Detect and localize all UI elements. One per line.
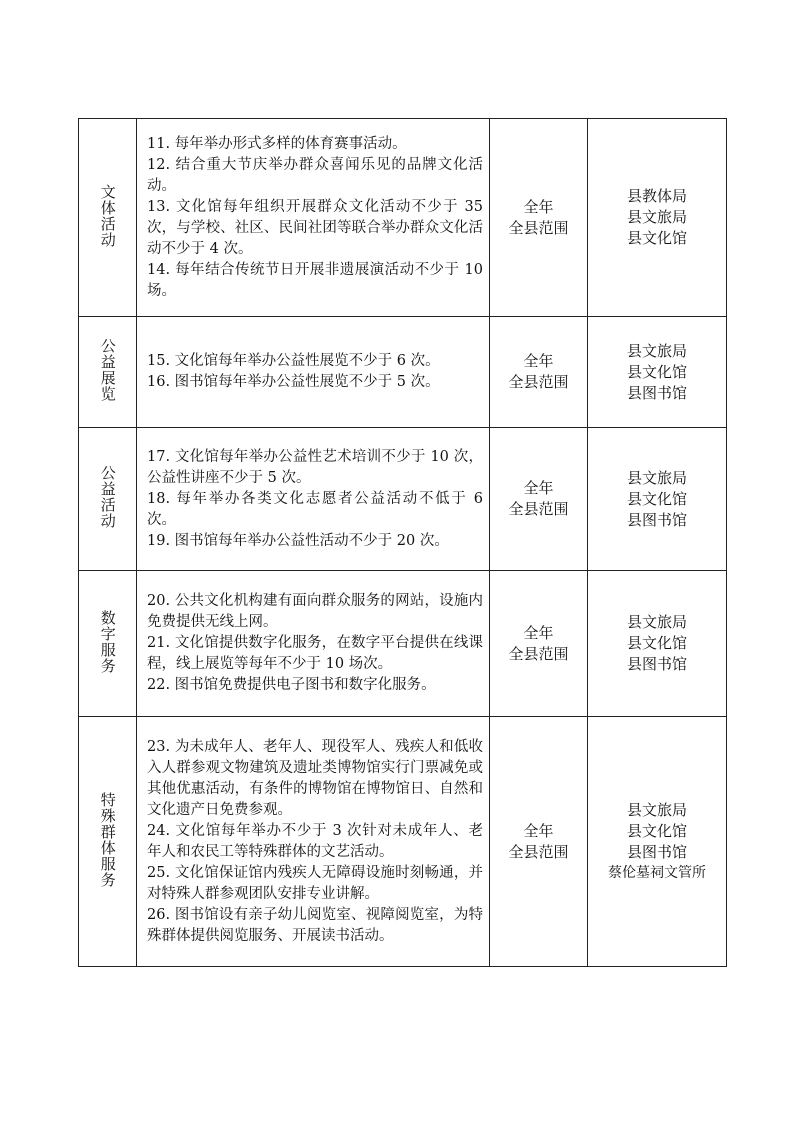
list-item: 20. 公共文化机构建有面向群众服务的网站，设施内免费提供无线上网。 xyxy=(147,593,483,630)
category-label: 特殊群体服务 xyxy=(98,791,117,888)
category-label: 公益展览 xyxy=(98,338,117,402)
table-row-public-exhibitions xyxy=(79,317,727,428)
department-name: 县文旅局 xyxy=(626,468,687,487)
department-name: 县文旅局 xyxy=(626,800,687,819)
list-item: 24. 文化馆每年举办不少于 3 次针对未成年人、老年人和农民工等特殊群体的文艺活动。 xyxy=(147,822,483,860)
list-item: 18. 每年举办各类文化志愿者公益活动不低于 6 次。 xyxy=(147,490,483,528)
scope-time: 全年 xyxy=(523,352,554,370)
list-item: 22. 图书馆免费提供电子图书和数字化服务。 xyxy=(147,677,436,693)
content-cell xyxy=(137,119,490,317)
category-cell xyxy=(79,317,137,428)
list-item: 21. 文化馆提供数字化服务，在数字平台提供在线课程，线上展览等每年不少于 10 场次。 xyxy=(147,635,483,672)
department-name: 县教体局 xyxy=(626,187,687,205)
scope-cell xyxy=(490,119,588,317)
table-row-special-groups xyxy=(79,717,727,967)
list-item: 26. 图书馆设有亲子幼儿阅览室、视障阅览室，为特殊群体提供阅览服务、开展读书活动。 xyxy=(147,906,483,944)
department-name: 县图书馆 xyxy=(626,842,687,861)
category-cell xyxy=(79,717,137,967)
list-item: 23. 为未成年人、老年人、现役军人、残疾人和低收入人群参观文物建筑及遗址类博物馆实行门票减免或其他优惠活动，有条件的博物馆在博物馆日、自然和文化遗产日免费参观。 xyxy=(147,738,483,818)
category-label: 公益活动 xyxy=(98,465,117,529)
scope-cell xyxy=(490,317,588,428)
list-item: 13. 文化馆每年组织开展群众文化活动不少于 35 次，与学校、社区、民间社团等联合举办群众文化活动不少于 4 次。 xyxy=(147,198,483,257)
scope-area: 全县范围 xyxy=(508,373,569,391)
scope-time: 全年 xyxy=(523,623,554,642)
content-cell xyxy=(137,428,490,571)
scope-time: 全年 xyxy=(523,197,554,216)
content-cell xyxy=(137,571,490,717)
department-name: 县文旅局 xyxy=(626,613,687,631)
department-name: 县文化馆 xyxy=(626,229,687,247)
department-name: 县文化馆 xyxy=(626,362,687,381)
list-item: 15. 文化馆每年举办公益性展览不少于 6 次。 xyxy=(147,353,440,369)
department-name: 县文旅局 xyxy=(626,208,687,226)
service-table xyxy=(78,118,727,967)
list-item: 14. 每年结合传统节日开展非遗展演活动不少于 10 场。 xyxy=(147,261,483,299)
scope-area: 全县范围 xyxy=(508,218,569,237)
list-item: 11. 每年举办形式多样的体育赛事活动。 xyxy=(147,135,407,152)
scope-area: 全县范围 xyxy=(508,644,569,663)
list-item: 16. 图书馆每年举办公益性展览不少于 5 次。 xyxy=(147,374,440,390)
scope-area: 全县范围 xyxy=(508,842,569,861)
scope-cell xyxy=(490,428,588,571)
category-label: 数字服务 xyxy=(98,609,117,674)
department-name: 县图书馆 xyxy=(626,510,687,529)
department-cell xyxy=(588,571,727,717)
scope-cell xyxy=(490,571,588,717)
content-cell xyxy=(137,717,490,967)
content-cell xyxy=(137,317,490,428)
category-cell xyxy=(79,571,137,717)
list-item: 17. 文化馆每年举办公益性艺术培训不少于 10 次，公益性讲座不少于 5 次。 xyxy=(147,448,483,486)
list-item: 12. 结合重大节庆举办群众喜闻乐见的品牌文化活动。 xyxy=(147,156,483,194)
scope-cell xyxy=(490,717,588,967)
department-cell xyxy=(588,317,727,428)
scope-area: 全县范围 xyxy=(508,500,569,518)
department-name: 蔡伦墓祠文管所 xyxy=(608,864,706,881)
department-name: 县文旅局 xyxy=(626,341,687,360)
department-cell xyxy=(588,717,727,967)
department-name: 县文化馆 xyxy=(626,489,687,508)
department-cell xyxy=(588,119,727,317)
list-item: 19. 图书馆每年举办公益性活动不少于 20 次。 xyxy=(147,532,449,549)
list-item: 25. 文化馆保证馆内残疾人无障碍设施时刻畅通，并对特殊人群参观团队安排专业讲解。 xyxy=(147,864,483,902)
table-row-public-activities xyxy=(79,428,727,571)
category-label: 文体活动 xyxy=(98,183,117,248)
scope-time: 全年 xyxy=(523,479,554,497)
department-name: 县文化馆 xyxy=(626,821,687,840)
table-row-digital-services xyxy=(79,571,727,717)
category-cell xyxy=(79,119,137,317)
department-name: 县图书馆 xyxy=(626,383,687,402)
category-cell xyxy=(79,428,137,571)
department-name: 县文化馆 xyxy=(626,634,687,652)
table-row-culture-sports xyxy=(79,119,727,317)
department-name: 县图书馆 xyxy=(626,655,687,673)
scope-time: 全年 xyxy=(523,821,554,840)
department-cell xyxy=(588,428,727,571)
